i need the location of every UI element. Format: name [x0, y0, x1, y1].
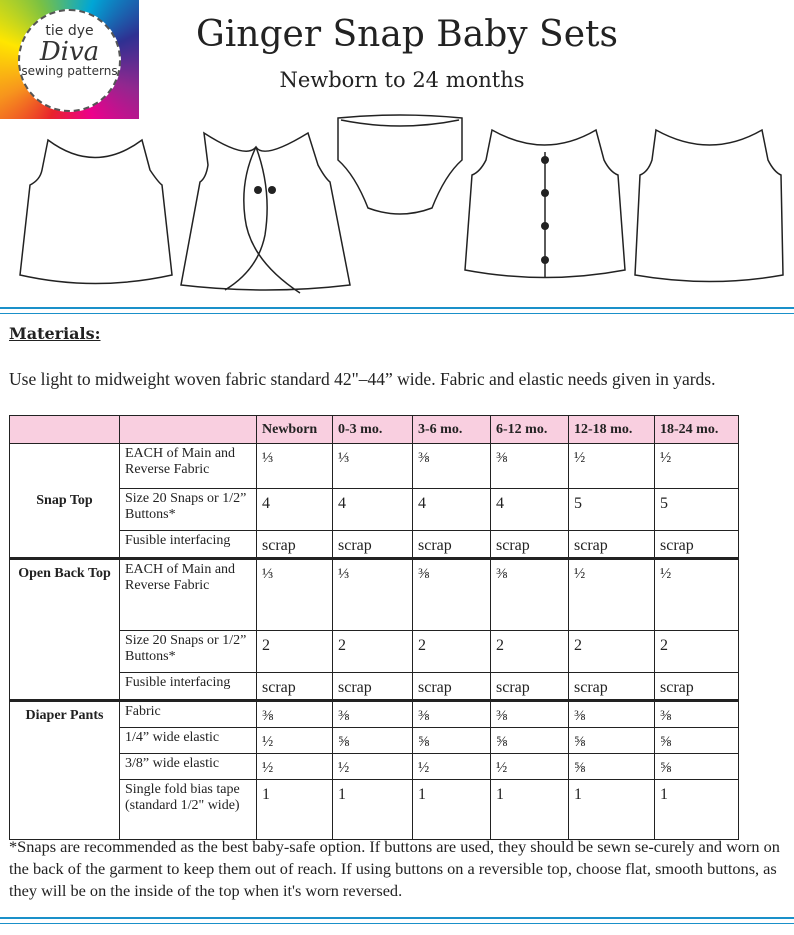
value-cell: ⅓ — [257, 559, 333, 631]
dress-illustration — [20, 140, 172, 284]
value-cell: scrap — [569, 673, 655, 701]
value-cell: ⅜ — [569, 701, 655, 728]
item-label: Fabric — [120, 701, 257, 728]
item-label: Fusible interfacing — [120, 673, 257, 701]
value-cell: ⅜ — [257, 701, 333, 728]
value-cell: 4 — [413, 489, 491, 531]
value-cell: scrap — [257, 531, 333, 559]
logo-badge — [18, 9, 121, 112]
value-cell: ⅝ — [333, 728, 413, 754]
table-row — [10, 489, 739, 531]
value-cell: scrap — [413, 531, 491, 559]
logo-line-2: Diva — [39, 37, 100, 67]
table-row — [10, 754, 739, 780]
value-cell: scrap — [655, 531, 739, 559]
value-cell: 1 — [333, 780, 413, 840]
logo — [0, 0, 139, 119]
logo-line-1: tie dye — [45, 23, 94, 39]
value-cell: scrap — [655, 673, 739, 701]
button-dot — [541, 156, 549, 164]
header-cell — [10, 416, 120, 444]
value-cell: 2 — [333, 631, 413, 673]
button-dot — [541, 189, 549, 197]
value-cell: ½ — [257, 754, 333, 780]
logo-line-3: sewing patterns — [21, 64, 118, 78]
value-cell: ⅝ — [655, 728, 739, 754]
wrap-dress-illustration — [181, 133, 350, 290]
value-cell: ⅜ — [491, 559, 569, 631]
value-cell: scrap — [569, 531, 655, 559]
value-cell: ⅜ — [413, 559, 491, 631]
value-cell: ½ — [257, 728, 333, 754]
value-cell: 4 — [333, 489, 413, 531]
item-label: Fusible interfacing — [120, 531, 257, 559]
group-label: Snap Top — [10, 444, 120, 559]
value-cell: 1 — [655, 780, 739, 840]
value-cell: ½ — [569, 444, 655, 489]
page-subtitle: Newborn to 24 months — [279, 68, 525, 92]
value-cell: ⅜ — [413, 444, 491, 489]
value-cell: 1 — [257, 780, 333, 840]
table-row — [10, 631, 739, 673]
value-cell: ½ — [569, 559, 655, 631]
button-dot — [268, 186, 276, 194]
header-cell: 6-12 mo. — [491, 416, 569, 444]
value-cell: 2 — [569, 631, 655, 673]
divider-top-thin — [0, 313, 794, 314]
value-cell: ⅝ — [413, 728, 491, 754]
value-cell: scrap — [333, 673, 413, 701]
value-cell: ½ — [655, 559, 739, 631]
garment-illustrations — [0, 110, 794, 300]
materials-table — [9, 415, 739, 840]
value-cell: ⅝ — [569, 728, 655, 754]
button-dot — [254, 186, 262, 194]
value-cell: ⅓ — [333, 444, 413, 489]
table-row — [10, 559, 739, 631]
value-cell: ⅝ — [569, 754, 655, 780]
table-row — [10, 673, 739, 701]
value-cell: 1 — [413, 780, 491, 840]
header-cell: Newborn — [257, 416, 333, 444]
header-cell: 0-3 mo. — [333, 416, 413, 444]
value-cell: 2 — [655, 631, 739, 673]
value-cell: ⅜ — [333, 701, 413, 728]
value-cell: 5 — [569, 489, 655, 531]
item-label: EACH of Main and Reverse Fabric — [120, 559, 257, 631]
value-cell: ⅜ — [413, 701, 491, 728]
table-row — [10, 444, 739, 489]
value-cell: 5 — [655, 489, 739, 531]
materials-heading: Materials: — [9, 324, 101, 343]
item-label: Single fold bias tape (standard 1/2" wide) — [120, 780, 257, 840]
value-cell: scrap — [491, 673, 569, 701]
group-label: Diaper Pants — [10, 701, 120, 840]
value-cell: ⅜ — [655, 701, 739, 728]
value-cell: scrap — [333, 531, 413, 559]
value-cell: ½ — [655, 444, 739, 489]
header-cell: 3-6 mo. — [413, 416, 491, 444]
value-cell: scrap — [257, 673, 333, 701]
value-cell: ⅜ — [491, 701, 569, 728]
diaper-pants-illustration — [338, 115, 462, 214]
footnote: *Snaps are recommended as the best baby-safe option. If buttons are used, they should be sewn se-curely and worn on the back of the garment to keep them out of reach. If using buttons on a reversible top, choose flat, smooth buttons, as they will be on the inside of the top when it's worn reversed. — [9, 837, 780, 900]
table-header-row — [10, 416, 739, 444]
item-label: Size 20 Snaps or 1/2” Buttons* — [120, 631, 257, 673]
table-row — [10, 780, 739, 840]
value-cell: 1 — [569, 780, 655, 840]
item-label: Size 20 Snaps or 1/2” Buttons* — [120, 489, 257, 531]
value-cell: ⅜ — [491, 444, 569, 489]
value-cell: 2 — [257, 631, 333, 673]
value-cell: ⅓ — [333, 559, 413, 631]
item-label: 3/8” wide elastic — [120, 754, 257, 780]
button-dot — [541, 256, 549, 264]
value-cell: ⅓ — [257, 444, 333, 489]
item-label: EACH of Main and Reverse Fabric — [120, 444, 257, 489]
header-cell: 12-18 mo. — [569, 416, 655, 444]
page-title: Ginger Snap Baby Sets — [196, 14, 618, 55]
materials-intro: Use light to midweight woven fabric standard 42"–44” wide. Fabric and elastic needs given in yards. — [9, 369, 716, 389]
item-label: 1/4” wide elastic — [120, 728, 257, 754]
divider-top — [0, 307, 794, 309]
plain-top-illustration — [635, 130, 783, 282]
value-cell: scrap — [491, 531, 569, 559]
value-cell: ½ — [491, 754, 569, 780]
table-row — [10, 531, 739, 559]
value-cell: 2 — [413, 631, 491, 673]
value-cell: ½ — [413, 754, 491, 780]
divider-bottom — [0, 917, 794, 919]
value-cell: ⅝ — [655, 754, 739, 780]
header-cell — [120, 416, 257, 444]
value-cell: 4 — [257, 489, 333, 531]
value-cell: scrap — [413, 673, 491, 701]
value-cell: 1 — [491, 780, 569, 840]
value-cell: ⅝ — [491, 728, 569, 754]
button-dot — [541, 222, 549, 230]
header-cell: 18-24 mo. — [655, 416, 739, 444]
value-cell: 2 — [491, 631, 569, 673]
divider-bottom-thin — [0, 923, 794, 924]
value-cell: ½ — [333, 754, 413, 780]
value-cell: 4 — [491, 489, 569, 531]
group-label: Open Back Top — [10, 559, 120, 701]
table-row — [10, 728, 739, 754]
table-row — [10, 701, 739, 728]
